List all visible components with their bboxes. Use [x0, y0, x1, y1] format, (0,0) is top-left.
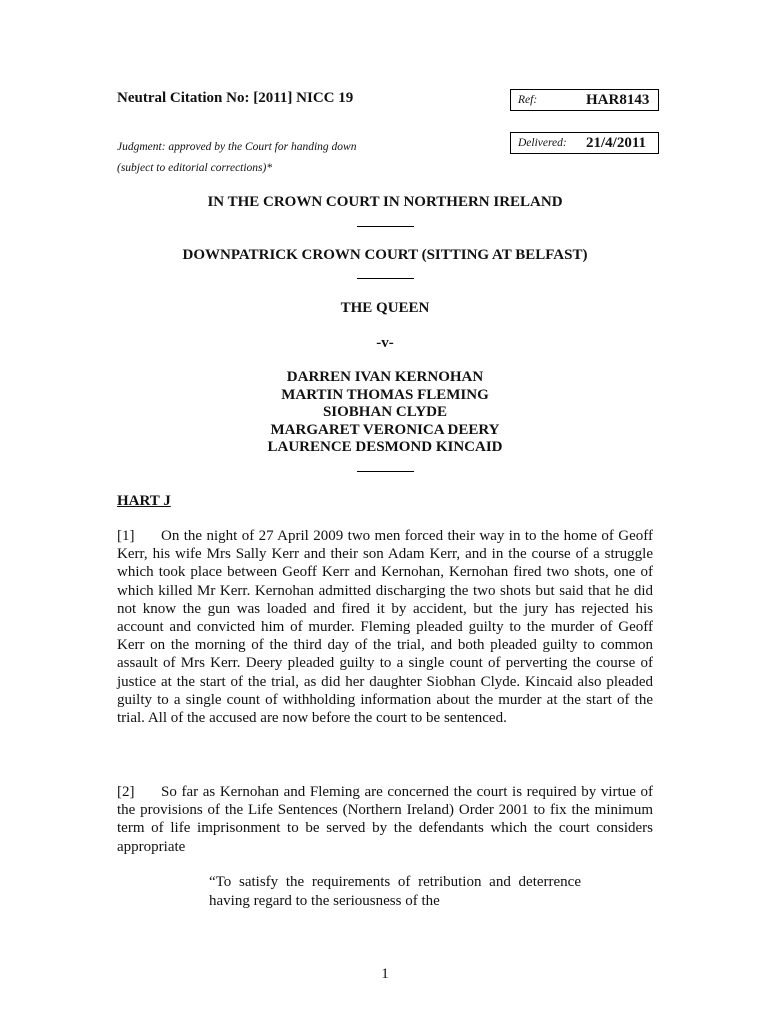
court-sitting: DOWNPATRICK CROWN COURT (SITTING AT BELFAST): [182, 247, 588, 263]
neutral-citation: Neutral Citation No: [2011] NICC 19: [117, 90, 354, 106]
versus: -v-: [376, 335, 394, 351]
judgment-note: [117, 137, 356, 179]
ref-value: HAR8143: [586, 91, 650, 108]
paragraph: [117, 783, 653, 856]
paragraph: [117, 527, 653, 727]
page-number: 1: [381, 966, 389, 982]
defendant-name: MARTIN THOMAS FLEMING: [281, 386, 489, 403]
paragraph-number: [1]: [117, 528, 135, 544]
paragraph-number: [2]: [117, 784, 135, 800]
delivered-box: [510, 132, 659, 154]
paragraph-text: So far as Kernohan and Fleming are concerned the court is required by virtue of the provisions of the Life Sentences (Northern Ireland) Order 2001 to fix the minimum term of life imprisonment to be served by the defendants which the court considers appropriate: [117, 784, 653, 855]
delivered-label: Delivered:: [518, 137, 567, 149]
delivered-value: 21/4/2011: [586, 134, 647, 151]
block-quote: “To satisfy the requirements of retribution and deterrence having regard to the seriousness of the: [209, 874, 581, 909]
defendants-list: [117, 369, 653, 457]
ref-label: Ref:: [518, 94, 538, 106]
prosecution: THE QUEEN: [340, 300, 430, 316]
divider: [357, 226, 414, 227]
paragraph-text: On the night of 27 April 2009 two men forced their way in to the home of Geoff Kerr, his wife Mrs Sally Kerr and their son Adam Kerr, and in the course of a struggle which took place between Geoff Kerr and Kernohan, Kernohan fired two shots, one of which killed Mr Kerr. Kernohan admitted discharging the two shots but said that he did not know the gun was loaded and fired it by accident, but the jury has rejected his account and convicted him of murder. Fleming pleaded guilty to the murder of Geoff Kerr on the morning of the third day of the trial, and both pleaded guilty to common assault of Mrs Kerr. Deery pleaded guilty to a single count of perverting the course of justice at the start of the trial, as did her daughter Siobhan Clyde. Kincaid also pleaded guilty to a single count of withholding information about the murder at the start of the trial. All of the accused are now before the court to be sentenced.: [117, 528, 653, 727]
judge-heading: HART J: [117, 493, 171, 509]
defendant-name: MARGARET VERONICA DEERY: [270, 421, 500, 438]
divider: [357, 471, 414, 472]
defendant-name: SIOBHAN CLYDE: [322, 404, 448, 420]
ref-box: [510, 89, 659, 111]
defendant-name: DARREN IVAN KERNOHAN: [286, 369, 484, 385]
court-name: IN THE CROWN COURT IN NORTHERN IRELAND: [207, 194, 563, 210]
defendant-name: LAURENCE DESMOND KINCAID: [267, 439, 503, 455]
divider: [357, 278, 414, 279]
judgment-note-line: Judgment: approved by the Court for handing down: [117, 141, 357, 153]
judgment-note-line: (subject to editorial corrections)*: [117, 162, 273, 174]
